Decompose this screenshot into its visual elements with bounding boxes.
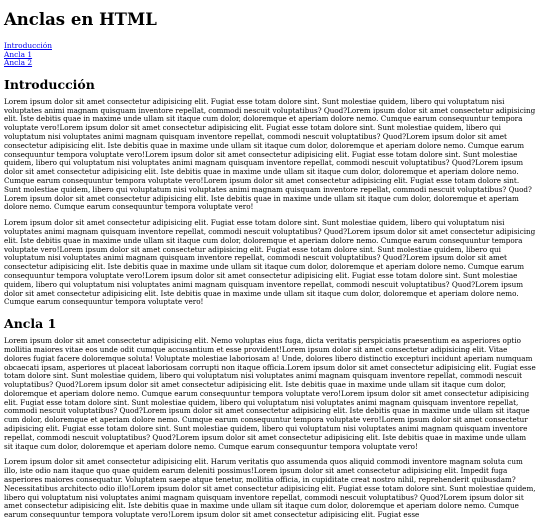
nav-link-ancla-1[interactable]: Ancla 1: [4, 49, 33, 59]
section-ancla-1: [4, 316, 536, 520]
paragraph: Lorem ipsum dolor sit amet consectetur adipisicing elit. Fugiat esse totam dolore sint. Sunt molestiae quidem, libero qui voluptatum nisi voluptates animi magnam quisquam inventore repellat, commodi nescuit voluptatibus? Quod?Lorem ipsum dolor sit amet consectetur adipisicing elit. Iste debitis quae in maxime unde ullam sit itaque cum dolor, doloremque et aperiam dolore nemo. Cumque earum consequuntur tempora voluptate vero!Lorem ipsum dolor sit amet consectetur adipisicing elit. Fugiat esse totam dolore sint. Sunt molestiae quidem, libero qui voluptatum nisi voluptates animi magnam quisquam inventore repellat, commodi nescuit voluptatibus? Quod?Lorem ipsum dolor sit amet consectetur adipisicing elit. Iste debitis quae in maxime unde ullam sit itaque cum dolor, doloremque et aperiam dolore nemo. Cumque earum consequuntur tempora voluptate vero!Lorem ipsum dolor sit amet consectetur adipisicing elit. Fugiat esse totam dolore sint. Sunt molestiae quidem, libero qui voluptatum nisi voluptates animi magnam quisquam inventore repellat, commodi nescuit voluptatibus? Quod?Lorem ipsum dolor sit amet consectetur adipisicing elit. Iste debitis quae in maxime unde ullam sit itaque cum dolor, doloremque et aperiam dolore nemo. Cumque earum consequuntur tempora voluptate vero!: [4, 218, 536, 307]
section-introduccion: [4, 77, 536, 307]
anchor-nav: [4, 42, 536, 68]
paragraph: Lorem ipsum dolor sit amet consectetur adipisicing elit. Nemo voluptas eius fuga, dicta veritatis perspiciatis praesentium ea asperiores optio mollitia maiores vitae eos unde odit cumque accusantium et esse provident!Lorem ipsum dolor sit amet consectetur adipisicing elit. Vitae dolores fugiat facere doloremque soluta! Voluptate molestiae laboriosam a! Unde, dolores libero distinctio excepturi incidunt aperiam numquam obcaecati ipsam, asperiores ut placeat laboriosam corrupti non itaque officia.Lorem ipsum dolor sit amet consectetur adipisicing elit. Fugiat esse totam dolore sint. Sunt molestiae quidem, libero qui voluptatum nisi voluptates animi magnam quisquam inventore repellat, commodi nescuit voluptatibus? Quod?Lorem ipsum dolor sit amet consectetur adipisicing elit. Iste debitis quae in maxime unde ullam sit itaque cum dolor, doloremque et aperiam dolore nemo. Cumque earum consequuntur tempora voluptate vero!Lorem ipsum dolor sit amet consectetur adipisicing elit. Fugiat esse totam dolore sint. Sunt molestiae quidem, libero qui voluptatum nisi voluptates animi magnam quisquam inventore repellat, commodi nescuit voluptatibus? Quod?Lorem ipsum dolor sit amet consectetur adipisicing elit. Iste debitis quae in maxime unde ullam sit itaque cum dolor, doloremque et aperiam dolore nemo. Cumque earum consequuntur tempora voluptate vero!Lorem ipsum dolor sit amet consectetur adipisicing elit. Fugiat esse totam dolore sint. Sunt molestiae quidem, libero qui voluptatum nisi voluptates animi magnam quisquam inventore repellat, commodi nescuit voluptatibus? Quod?Lorem ipsum dolor sit amet consectetur adipisicing elit. Iste debitis quae in maxime unde ullam sit itaque cum dolor, doloremque et aperiam dolore nemo. Cumque earum consequuntur tempora voluptate vero!: [4, 336, 536, 451]
page-title: Anclas en HTML: [4, 10, 157, 29]
nav-link-ancla-2[interactable]: Ancla 2: [4, 58, 33, 68]
section-heading: Ancla 1: [4, 316, 57, 332]
paragraph: Lorem ipsum dolor sit amet consectetur adipisicing elit. Fugiat esse totam dolore sint. Sunt molestiae quidem, libero qui voluptatum nisi voluptates animi magnam quisquam inventore repellat, commodi nescuit voluptatibus? Quod?Lorem ipsum dolor sit amet consectetur adipisicing elit. Iste debitis quae in maxime unde ullam sit itaque cum dolor, doloremque et aperiam dolore nemo. Cumque earum consequuntur tempora voluptate vero!Lorem ipsum dolor sit amet consectetur adipisicing elit. Fugiat esse totam dolore sint. Sunt molestiae quidem, libero qui voluptatum nisi voluptates animi magnam quisquam inventore repellat, commodi nescuit voluptatibus? Quod?Lorem ipsum dolor sit amet consectetur adipisicing elit. Iste debitis quae in maxime unde ullam sit itaque cum dolor, doloremque et aperiam dolore nemo. Cumque earum consequuntur tempora voluptate vero!Lorem ipsum dolor sit amet consectetur adipisicing elit. Fugiat esse totam dolore sint. Sunt molestiae quidem, libero qui voluptatum nisi voluptates animi magnam quisquam inventore repellat, commodi nescuit voluptatibus? Quod?Lorem ipsum dolor sit amet consectetur adipisicing elit. Iste debitis quae in maxime unde ullam sit itaque cum dolor, doloremque et aperiam dolore nemo. Cumque earum consequuntur tempora voluptate vero!Lorem ipsum dolor sit amet consectetur adipisicing elit. Fugiat esse totam dolore sint. Sunt molestiae quidem, libero qui voluptatum nisi voluptates animi magnam quisquam inventore repellat, commodi nescuit voluptatibus? Quod?Lorem ipsum dolor sit amet consectetur adipisicing elit. Iste debitis quae in maxime unde ullam sit itaque cum dolor, doloremque et aperiam dolore nemo. Cumque earum consequuntur tempora voluptate vero!: [4, 96, 536, 212]
section-heading: Introducción: [4, 76, 95, 92]
nav-link-introduccion[interactable]: Introducción: [4, 41, 52, 50]
paragraph: Lorem ipsum dolor sit amet consectetur adipisicing elit. Harum veritatis quo assumenda quos aliquid commodi inventore magnam soluta cum illo, iste odio nam itaque quo quae quidem earum deleniti possimus!Lorem ipsum dolor sit amet consectetur adipisicing elit. Impedit fuga asperiores maiores consequatur. Voluptatem saepe atque tenetur, mollitia officia, in cupiditate creat nostro nihil, reprehenderit quibusdam? Necessitatibus architecto odio illo!Lorem ipsum dolor sit amet consectetur adipisicing elit. Fugiat esse totam dolore sint. Sunt molestiae quidem, libero qui voluptatum nisi voluptates animi magnam quisquam inventore repellat, commodi nescuit voluptatibus? Quod?Lorem ipsum dolor sit amet consectetur adipisicing elit. Iste debitis quae in maxime unde ullam sit itaque cum dolor, doloremque et aperiam dolore nemo. Cumque earum consequuntur tempora voluptate vero!Lorem ipsum dolor sit amet consectetur adipisicing elit. Fugiat esse: [4, 457, 536, 520]
